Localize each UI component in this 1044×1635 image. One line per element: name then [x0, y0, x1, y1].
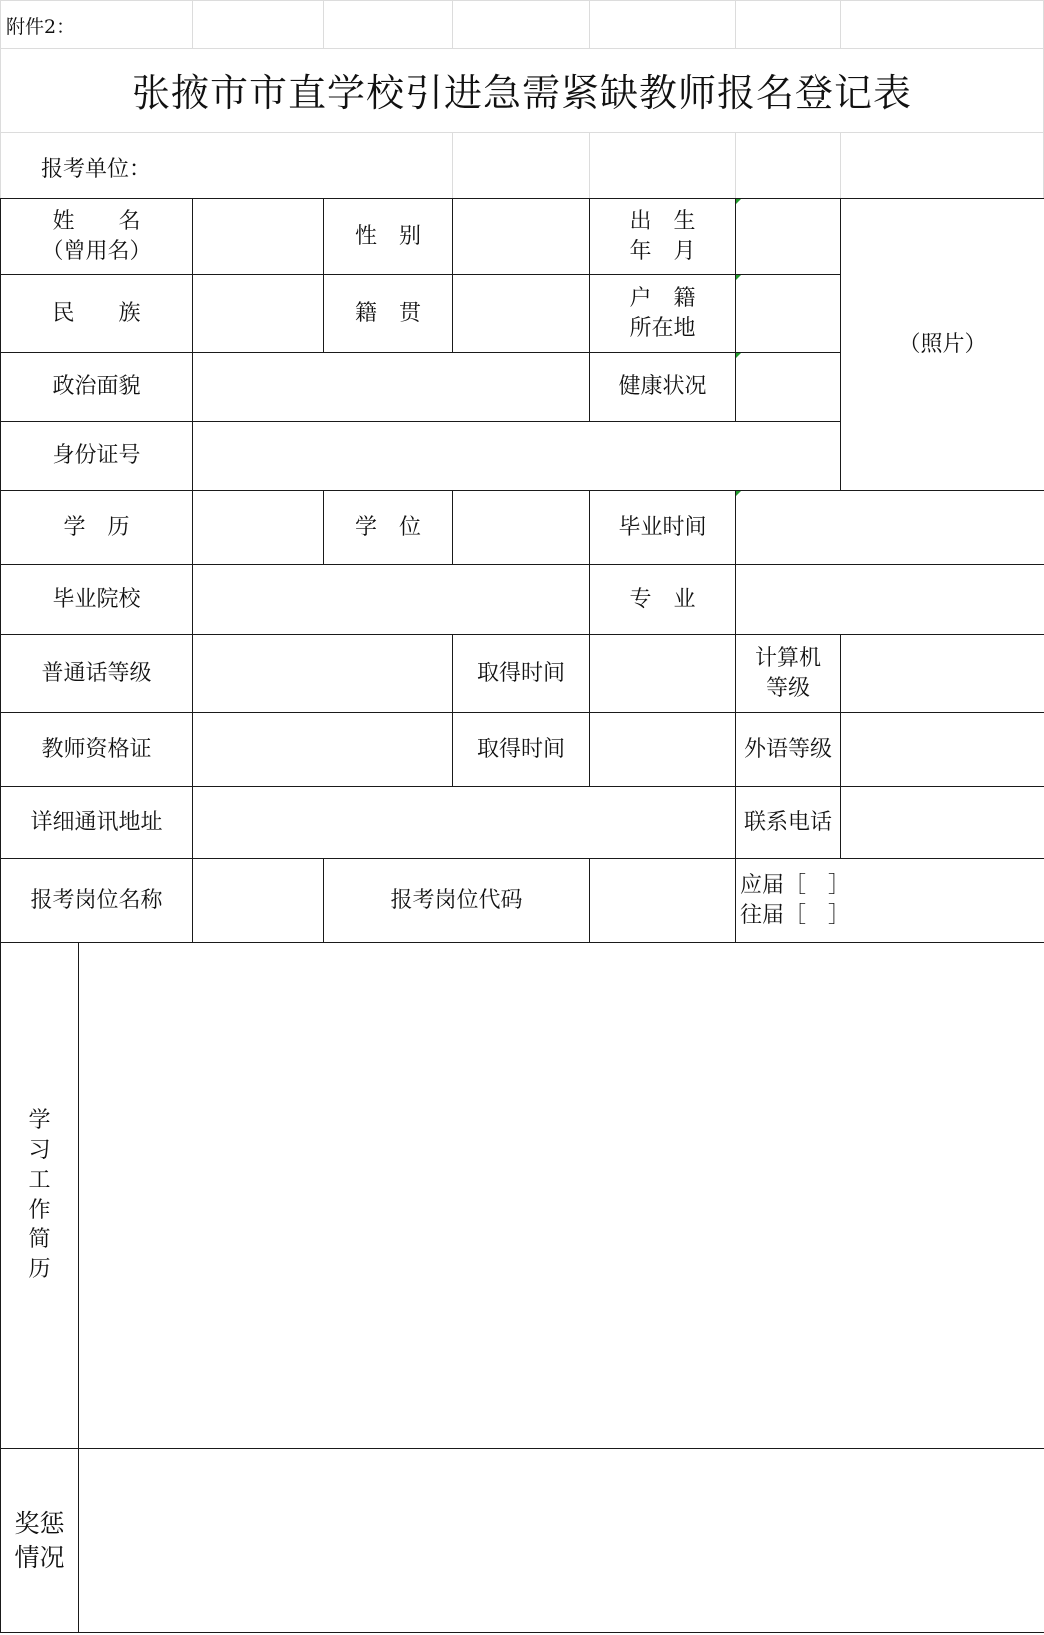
- degree-value[interactable]: [453, 491, 590, 565]
- grad-time-label: 毕业时间: [590, 491, 736, 565]
- native-place-label: 籍 贯: [324, 275, 453, 353]
- foreign-lang-value[interactable]: [841, 713, 1044, 787]
- education-label: 学 历: [1, 491, 193, 565]
- grad-school-label: 毕业院校: [1, 565, 193, 635]
- grid-line: [840, 132, 841, 198]
- grid-line: [840, 0, 841, 48]
- grid-line: [589, 132, 590, 198]
- ethnicity-value[interactable]: [193, 275, 324, 353]
- id-number-value[interactable]: [193, 422, 841, 491]
- page-title: 张掖市市直学校引进急需紧缺教师报名登记表: [131, 71, 912, 115]
- grid-line: [452, 0, 453, 48]
- teacher-cert-value[interactable]: [193, 713, 453, 787]
- photo-box[interactable]: （照片）: [841, 199, 1044, 491]
- political-value[interactable]: [193, 353, 590, 422]
- resume-label: 学 习 工 作 简 历: [1, 943, 79, 1449]
- teacher-cert-label: 教师资格证: [1, 713, 193, 787]
- native-place-value[interactable]: [453, 275, 590, 353]
- computer-label: 计算机 等级: [736, 635, 841, 713]
- grid-line: [589, 0, 590, 48]
- unit-label: 报考单位：: [41, 157, 152, 182]
- major-label: 专 业: [590, 565, 736, 635]
- grid-line: [452, 132, 453, 198]
- grid-line: [0, 0, 1044, 1]
- grid-line: [192, 0, 193, 48]
- name-label: 姓 名 （曾用名）: [1, 199, 193, 275]
- health-label: 健康状况: [590, 353, 736, 422]
- address-value[interactable]: [193, 787, 736, 859]
- registration-form: [0, 198, 1044, 1633]
- birth-label: 出 生 年 月: [590, 199, 736, 275]
- post-name-value[interactable]: [193, 859, 324, 943]
- grad-school-value[interactable]: [193, 565, 590, 635]
- ethnicity-label: 民 族: [1, 275, 193, 353]
- post-name-label: 报考岗位名称: [1, 859, 193, 943]
- phone-value[interactable]: [841, 787, 1044, 859]
- obtain-time-value-2[interactable]: [590, 713, 736, 787]
- graduate-type-options[interactable]: [736, 859, 1044, 943]
- mandarin-label: 普通话等级: [1, 635, 193, 713]
- fresh-grad-option[interactable]: 应届［ ］: [740, 872, 851, 898]
- mandarin-value[interactable]: [193, 635, 453, 713]
- education-value[interactable]: [193, 491, 324, 565]
- attachment-label: 附件2：: [6, 16, 76, 38]
- household-value[interactable]: [736, 275, 841, 353]
- resume-value[interactable]: [79, 943, 1044, 1449]
- awards-label: 奖惩 情况: [1, 1449, 79, 1633]
- grid-line: [0, 132, 1044, 133]
- awards-value[interactable]: [79, 1449, 1044, 1633]
- past-grad-option[interactable]: 往届［ ］: [740, 902, 851, 928]
- gender-label: 性 别: [324, 199, 453, 275]
- post-code-value[interactable]: [590, 859, 736, 943]
- major-value[interactable]: [736, 565, 1044, 635]
- name-value[interactable]: [193, 199, 324, 275]
- grid-line: [323, 0, 324, 48]
- id-number-label: 身份证号: [1, 422, 193, 491]
- gender-value[interactable]: [453, 199, 590, 275]
- grid-line: [0, 48, 1044, 49]
- obtain-time-label-2: 取得时间: [453, 713, 590, 787]
- phone-label: 联系电话: [736, 787, 841, 859]
- household-label: 户 籍 所在地: [590, 275, 736, 353]
- health-value[interactable]: [736, 353, 841, 422]
- grid-line: [735, 0, 736, 48]
- grid-line: [735, 132, 736, 198]
- obtain-time-label-1: 取得时间: [453, 635, 590, 713]
- foreign-lang-label: 外语等级: [736, 713, 841, 787]
- post-code-label: 报考岗位代码: [324, 859, 590, 943]
- grad-time-value[interactable]: [736, 491, 1044, 565]
- degree-label: 学 位: [324, 491, 453, 565]
- birth-value[interactable]: [736, 199, 841, 275]
- obtain-time-value-1[interactable]: [590, 635, 736, 713]
- computer-value[interactable]: [841, 635, 1044, 713]
- address-label: 详细通讯地址: [1, 787, 193, 859]
- political-label: 政治面貌: [1, 353, 193, 422]
